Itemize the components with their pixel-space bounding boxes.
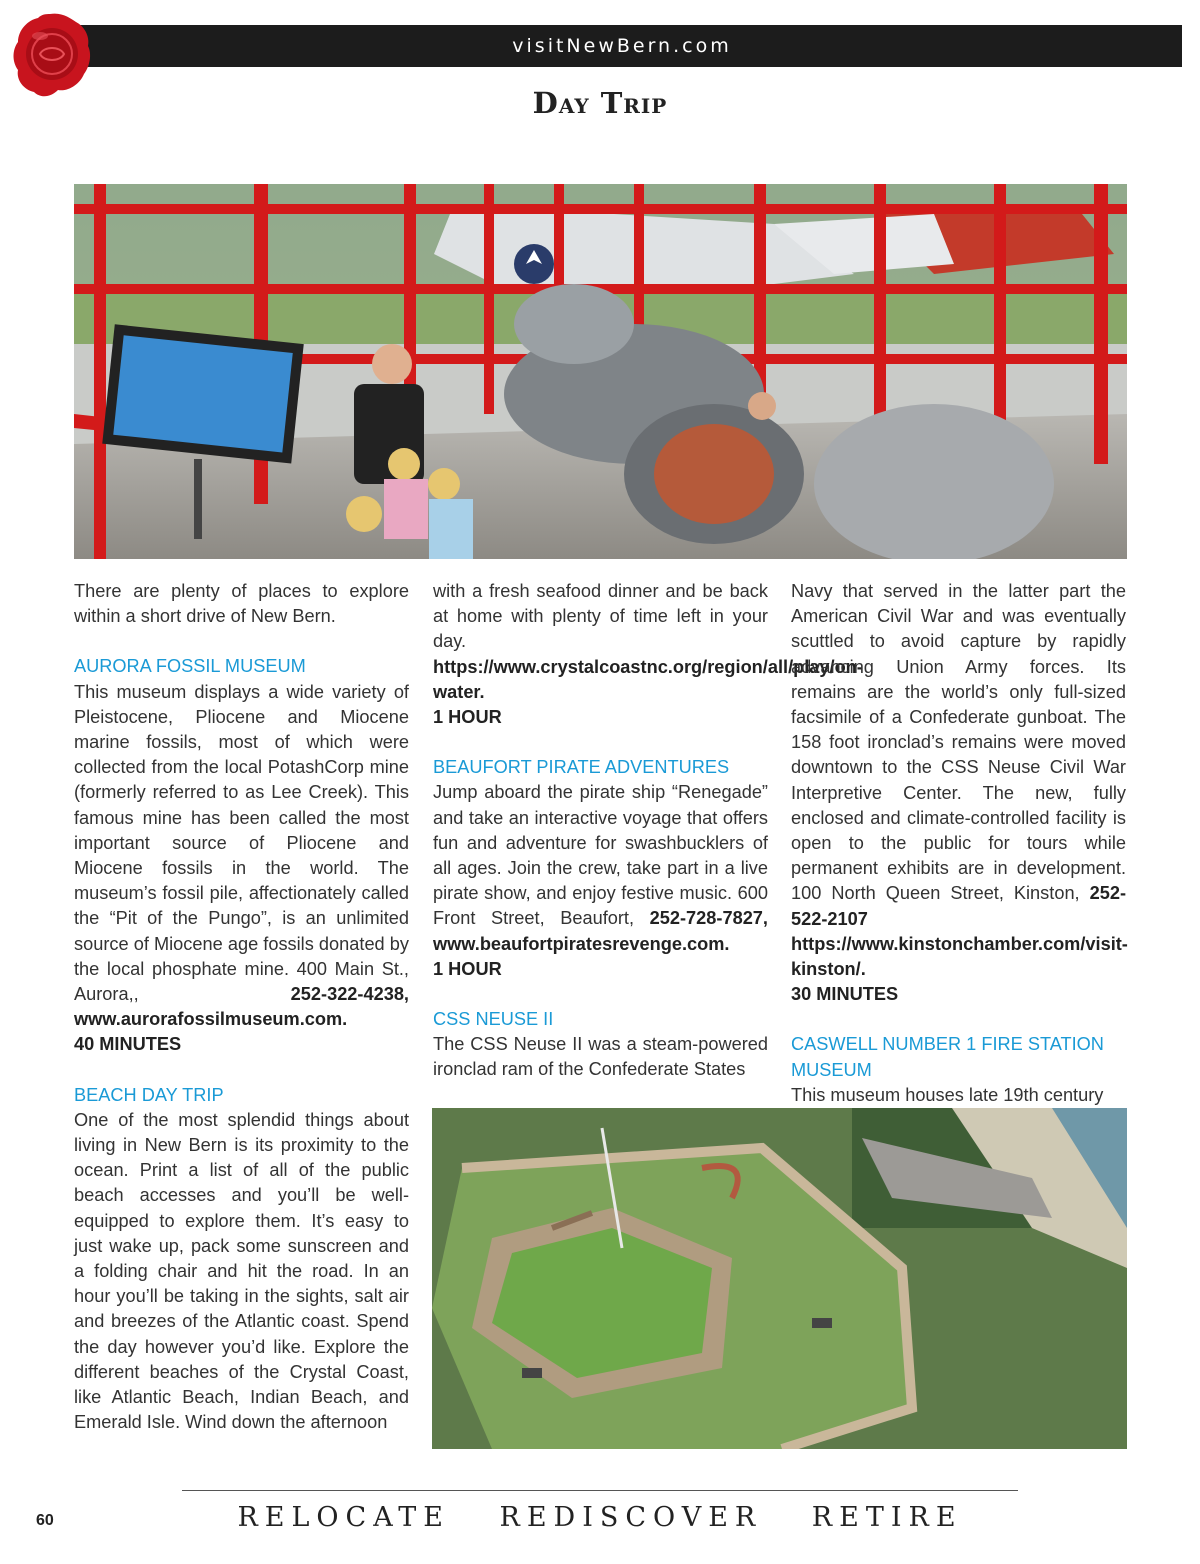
header-bar [62, 25, 1182, 67]
footer-divider [182, 1490, 1018, 1491]
beach-body: One of the most splendid things about living in New Bern is its proximity to the ocean. Print a list of all of the public beach accesses and you’ll be well-equipped to explore them. It’s easy to just wake up, pack some sunscreen and a folding chair and hit the road. In an hour you’ll be taking in the sights, salt air and breezes of the Atlantic coast. Spend the day however you’d like. Explore the different beaches of the Crystal Coast, like Atlantic Beach, Indian Beach, and Emerald Isle. Wind down the afternoon [74, 1109, 409, 1433]
beach-duration: 1 HOUR [433, 707, 502, 728]
pirate-duration: 1 HOUR [433, 958, 502, 979]
museum-photo [74, 184, 1127, 559]
beach-heading: BEACH DAY TRIP [74, 1084, 224, 1105]
column-1 [74, 579, 409, 1436]
neuse-duration: 30 MINUTES [791, 984, 899, 1005]
neuse-body: The CSS Neuse II was a steam-powered ironclad ram of the Confederate States [433, 1034, 768, 1080]
column-3 [791, 579, 1126, 1108]
neuse-body-cont: Navy that served in the latter part the American Civil War and was eventually scuttled to avoid capture by rapidly advancing Union Army forces. Its remains are the world’s only full-sized facsimile of a Confederate gunboat. The 158 foot ironclad’s remains were moved downtown to the CSS Neuse Civil War Interpretive Center. The new, fully enclosed and climate-controlled facility is open to the public for tours while permanent exhibits are in development. 100 North Queen Street, Kinston, [791, 581, 1126, 904]
neuse-heading: CSS NEUSE II [433, 1009, 554, 1030]
beach-link[interactable]: https://www.crystalcoastnc.org/region/all/play/on-water. [433, 656, 863, 702]
aurora-heading: AURORA FOSSIL MUSEUM [74, 656, 306, 677]
pirate-heading: BEAUFORT PIRATE ADVENTURES [433, 757, 730, 778]
aurora-contact: 252-322-4238, www.aurorafossilmuseum.com. [74, 984, 409, 1030]
intro-text: There are plenty of places to explore within a short drive of New Bern. [74, 581, 409, 627]
caswell-body: This museum houses late 19th century [791, 1084, 1104, 1105]
page-title: Day Trip [532, 86, 668, 120]
neuse-contact[interactable]: 252-522-2107 https://www.kinstonchamber.com/visit-kinston/. [791, 883, 1128, 980]
caswell-heading: CASWELL NUMBER 1 FIRE STATION MUSEUM [791, 1034, 1104, 1080]
beach-body-cont: with a fresh seafood dinner and be back at home with plenty of time left in your day. [433, 581, 768, 652]
aurora-duration: 40 MINUTES [74, 1034, 182, 1055]
fort-aerial-photo [432, 1108, 1127, 1449]
page-number: 60 [36, 1512, 54, 1529]
footer-tagline: RELOCATE REDISCOVER RETIRE [237, 1502, 963, 1533]
pirate-contact[interactable]: 252-728-7827, www.beaufortpiratesrevenge.com. [433, 908, 768, 954]
pirate-body: Jump aboard the pirate ship “Renegade” and take an interactive voyage that offers fun and adventure for swashbucklers of all ages. Join the crew, take part in a live pirate show, and enjoy festive music. 600 Front Street, Beaufort, [433, 782, 768, 929]
site-url: visitNewBern.com [512, 35, 732, 57]
aurora-body: This museum displays a wide variety of Pleistocene, Pliocene and Miocene marine fossils, most of which were collected from the local PotashCorp mine (formerly referred to as Lee Creek). This famous mine has been called the most important source of Pliocene and Miocene fossils in the world. The museum’s fossil pile, affectionately called the “Pit of the Pungo”, is an unlimited source of Miocene age fossils donated by the local phosphate mine. 400 Main St., Aurora,, [74, 681, 409, 1005]
